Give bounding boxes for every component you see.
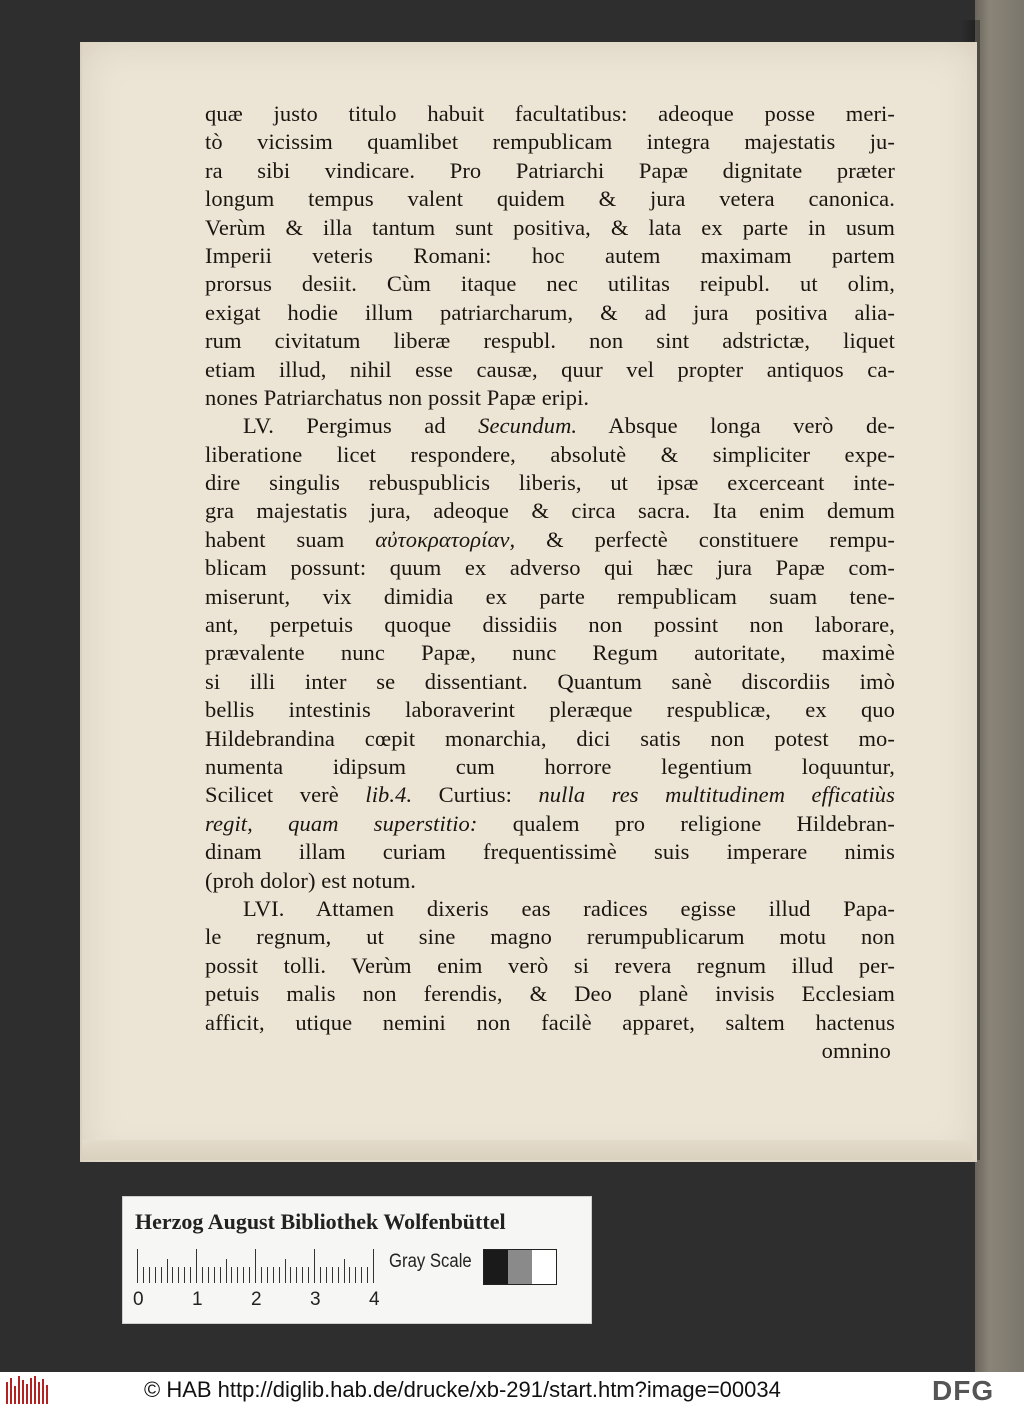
gray-swatch (484, 1250, 508, 1284)
ruler-tick (172, 1267, 173, 1283)
paragraph-lv-lines-b (205, 554, 895, 781)
ruler-tick (320, 1267, 321, 1283)
gray-swatch (532, 1250, 556, 1284)
barcode-bar (10, 1378, 12, 1404)
ruler-tick (355, 1267, 356, 1283)
barcode-bar (6, 1382, 8, 1404)
ruler-tick (202, 1267, 203, 1283)
barcode-bar (22, 1380, 24, 1404)
barcode-bar (26, 1384, 28, 1404)
text-line: prorsus desiit. Cùm itaque nec utilitas reipubl. ut olim, (205, 271, 895, 297)
barcode-bar (46, 1385, 48, 1404)
text-line: ra sibi vindicare. Pro Patriarchi Papæ dignitate præter (205, 157, 895, 183)
text-line: le regnum, ut sine magno rerumpublicarum motu non (205, 924, 895, 950)
ruler-tick (231, 1267, 232, 1283)
ruler-number: 0 (133, 1289, 144, 1310)
ruler-tick (226, 1259, 227, 1283)
paragraph-lvi-first-line: LVI. Attamen dixeris eas radices egisse illud Papa- (243, 895, 895, 921)
ruler-tick (344, 1259, 345, 1283)
ruler-tick (290, 1267, 291, 1283)
ruler-tick (208, 1267, 209, 1283)
ruler-tick (273, 1267, 274, 1283)
ruler-tick (249, 1267, 250, 1283)
text-line: dinam illam curiam frequentissimè suis imperare nimis (205, 839, 895, 865)
text-line: longum tempus valent quidem & jura vetera canonica. (205, 186, 895, 212)
paragraph-lv-tail (205, 838, 895, 895)
ruler-tick (302, 1267, 303, 1283)
barcode-icon (6, 1376, 48, 1404)
paragraph-1 (205, 100, 895, 412)
page-text (205, 100, 895, 1065)
library-name: Herzog August Bibliothek Wolfenbüttel (135, 1209, 506, 1234)
barcode-bar (30, 1378, 32, 1404)
ruler-tick (332, 1267, 333, 1283)
ruler-tick (149, 1267, 150, 1283)
ruler-tick (261, 1267, 262, 1283)
ruler-tick (367, 1267, 368, 1283)
ruler-tick (267, 1267, 268, 1283)
text-line: (proh dolor) est notum. (205, 867, 417, 893)
text-line: dire singulis rebuspublicis liberis, ut ipsæ excerceant inte- (205, 470, 895, 496)
gray-scale-swatches (483, 1249, 557, 1285)
ruler-number: 4 (369, 1289, 380, 1310)
page-edge (82, 1140, 972, 1160)
text-line: liberatione licet respondere, absolutè & simpliciter expe- (205, 441, 895, 467)
text-line: blicam possunt: quum ex adverso qui hæc jura Papæ com- (205, 555, 895, 581)
barcode-bar (42, 1379, 44, 1404)
barcode-bar (18, 1376, 20, 1404)
barcode-bar (34, 1376, 36, 1404)
ruler-tick (338, 1267, 339, 1283)
text-line: afficit, utique nemini non facilè apparet, saltem hactenus (205, 1009, 895, 1035)
ruler-tick (326, 1267, 327, 1283)
text-line: etiam illud, nihil esse causæ, quur vel propter antiquos ca- (205, 356, 895, 382)
text-line: petuis malis non ferendis, & Deo planè invisis Ecclesiam (205, 981, 895, 1007)
ruler-number: 1 (192, 1289, 203, 1310)
ruler-number: 3 (310, 1289, 321, 1310)
text-line: tò vicissim quamlibet rempublicam integra majestatis ju- (205, 129, 895, 155)
ruler-tick (143, 1267, 144, 1283)
text-line: si illi inter se dissentiant. Quantum sanè discordiis imò (205, 668, 895, 694)
ruler-tick (296, 1267, 297, 1283)
regit-line: regit, quam superstitio: qualem pro religione Hildebran- (205, 810, 895, 836)
text-line: Imperii veteris Romani: hoc autem maximam partem (205, 242, 895, 268)
text-line: numenta idipsum cum horrore legentium loquuntur, (205, 753, 895, 779)
paragraph-lv-lines (205, 441, 895, 526)
text-line: quæ justo titulo habuit facultatibus: adeoque posse meri- (205, 101, 895, 126)
barcode-bar (38, 1382, 40, 1404)
paragraph-lvi-lines (205, 923, 895, 1037)
text-line: possit tolli. Verùm enim verò si revera regnum illud per- (205, 952, 895, 978)
ruler-tick (285, 1259, 286, 1283)
ruler-tick (161, 1267, 162, 1283)
gray-swatch (508, 1250, 532, 1284)
ruler-tick (243, 1267, 244, 1283)
ruler-tick (308, 1267, 309, 1283)
catchword: omnino (821, 1037, 891, 1063)
text-line: miserunt, vix dimidia ex parte rempublicam suam tene- (205, 583, 895, 609)
ruler-tick (196, 1249, 197, 1283)
greek-line: habent suam αὐτοκρατορίαν, & perfectè constituere rempu- (205, 526, 895, 552)
text-line: exigat hodie illum patriarcharum, & ad jura positiva alia- (205, 299, 895, 325)
ruler-tick (237, 1267, 238, 1283)
text-line: Verùm & illa tantum sunt positiva, & lata ex parte in usum (205, 214, 895, 240)
ruler-tick (155, 1267, 156, 1283)
ruler-tick (190, 1267, 191, 1283)
ruler-tick (167, 1259, 168, 1283)
text-line: gra majestatis jura, adeoque & circa sacra. Ita enim demum (205, 498, 895, 524)
ruler-tick (178, 1267, 179, 1283)
cm-ruler (137, 1249, 373, 1283)
ruler-tick (255, 1249, 256, 1283)
ruler-tick (184, 1267, 185, 1283)
copyright-link[interactable]: © HAB http://diglib.hab.de/drucke/xb-291/start.htm?image=00034 (144, 1377, 781, 1402)
ruler-tick (349, 1267, 350, 1283)
ruler-number: 2 (251, 1289, 262, 1310)
adjacent-page-strip (975, 0, 1024, 1372)
ruler-tick (220, 1267, 221, 1283)
ruler-tick (314, 1249, 315, 1283)
text-line: nones Patriarchatus non possit Papæ eripi. (205, 384, 590, 410)
footer-bar (0, 1372, 1024, 1409)
ruler-tick (214, 1267, 215, 1283)
ruler-tick (361, 1267, 362, 1283)
text-line: Hildebrandina cœpit monarchia, dici satis non potest mo- (205, 725, 895, 751)
color-calibration-card (122, 1196, 592, 1324)
curtius-line: Scilicet verè lib.4. Curtius: nulla res multitudinem efficatiùs (205, 782, 895, 808)
text-line: ant, perpetuis quoque dissidiis non possint non laborare, (205, 612, 895, 638)
dfg-logo: DFG (932, 1375, 995, 1406)
paragraph-lv-first-line: LV. Pergimus ad Secundum. Absque longa verò de- (243, 413, 895, 439)
text-line: prævalente nunc Papæ, nunc Regum autoritate, maximè (205, 640, 895, 666)
text-line: bellis intestinis laboraverint pleræque respublicæ, ex quo (205, 697, 895, 723)
barcode-bar (14, 1386, 16, 1404)
ruler-tick (137, 1249, 138, 1283)
ruler-tick (279, 1267, 280, 1283)
text-line: rum civitatum liberæ respubl. non sint adstrictæ, liquet (205, 328, 895, 354)
ruler-tick (373, 1249, 374, 1283)
gray-scale-label: Gray Scale (389, 1251, 472, 1272)
